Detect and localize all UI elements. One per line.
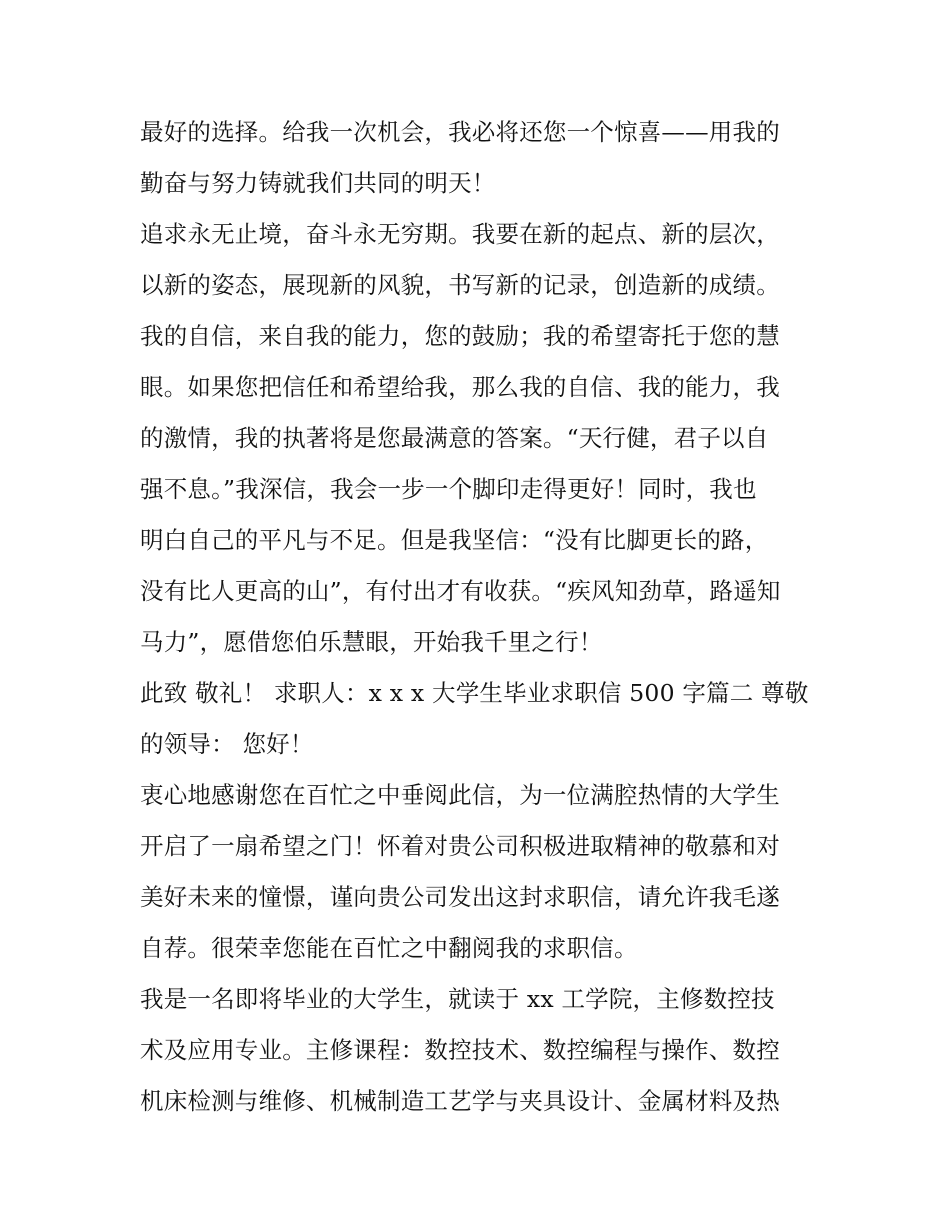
- text-line: 我是一名即将毕业的大学生，就读于 xx 工学院，主修数控技: [140, 985, 775, 1013]
- paragraph: [140, 974, 820, 1127]
- paragraph: [140, 209, 820, 668]
- text-line: 开启了一扇希望之门！怀着对贵公司积极进取精神的敬慕和对: [140, 832, 780, 860]
- text-line: 我的自信，来自我的能力，您的鼓励；我的希望寄托于您的慧: [140, 322, 780, 350]
- text-line: 术及应用专业。主修课程：数控技术、数控编程与操作、数控: [140, 1036, 780, 1064]
- text-line: 自荐。很荣幸您能在百忙之中翻阅我的求职信。: [140, 934, 638, 962]
- text-line: 美好未来的憧憬，谨向贵公司发出这封求职信，请允许我毛遂: [140, 883, 780, 911]
- text-line: 强不息。”我深信，我会一步一个脚印走得更好！同时，我也: [140, 475, 757, 503]
- text-line: 勤奋与努力铸就我们共同的明天！: [140, 169, 496, 197]
- text-line: 的激情，我的执著将是您最满意的答案。“天行健，君子以自: [140, 424, 769, 452]
- paragraph: [140, 770, 820, 974]
- paragraph: [140, 668, 820, 770]
- text-line: 以新的姿态，展现新的风貌，书写新的记录，创造新的成绩。: [140, 271, 780, 299]
- text-line: 明白自己的平凡与不足。但是我坚信：“没有比脚更长的路，: [140, 526, 769, 554]
- text-line: 衷心地感谢您在百忙之中垂阅此信，为一位满腔热情的大学生: [140, 781, 780, 809]
- text-line: 追求永无止境，奋斗永无穷期。我要在新的起点、新的层次，: [140, 220, 780, 248]
- text-line: 眼。如果您把信任和希望给我，那么我的自信、我的能力，我: [140, 373, 780, 401]
- letter-body: [140, 107, 820, 1127]
- text-line: 机床检测与维修、机械制造工艺学与夹具设计、金属材料及热: [140, 1087, 780, 1115]
- text-line: 没有比人更高的山”，有付出才有收获。“疾风知劲草，路遥知: [140, 577, 781, 605]
- paragraph: [140, 107, 820, 209]
- text-line: 此致 敬礼！ 求职人：x x x 大学生毕业求职信 500 字篇二 尊敬: [140, 679, 809, 707]
- text-line: 最好的选择。给我一次机会，我必将还您一个惊喜——用我的: [140, 118, 780, 146]
- text-line: 马力”，愿借您伯乐慧眼，开始我千里之行！: [140, 628, 603, 656]
- text-line: 的领导： 您好！: [140, 730, 314, 758]
